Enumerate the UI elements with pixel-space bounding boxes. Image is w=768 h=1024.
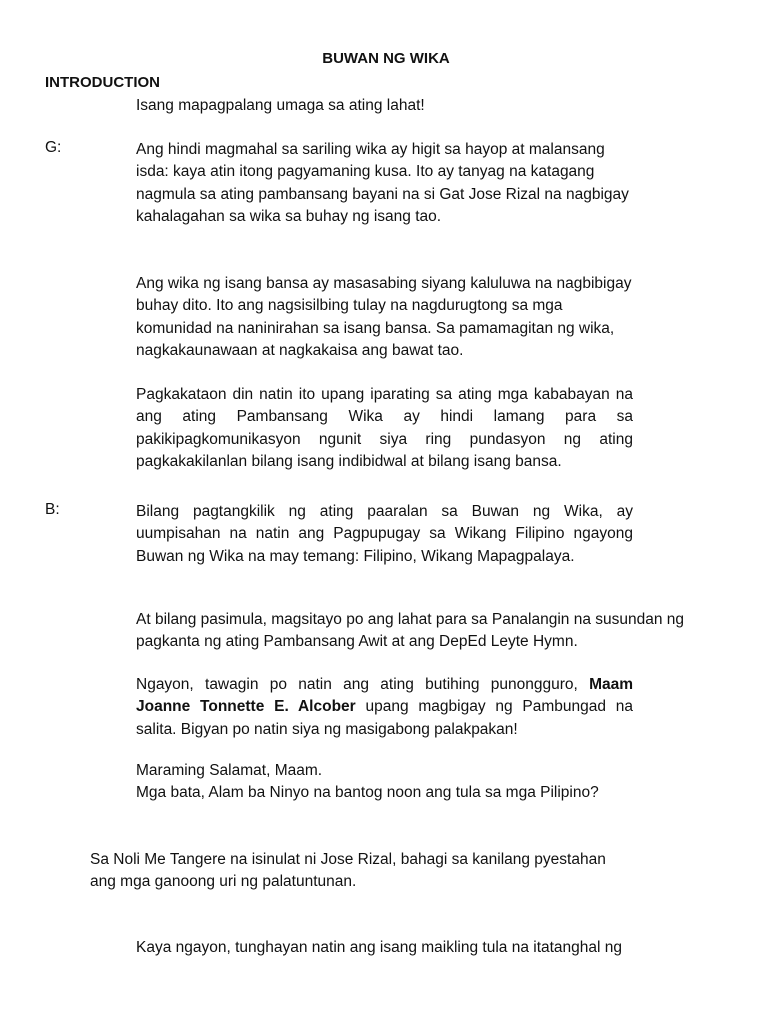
paragraph-punongguro (136, 674, 633, 741)
greeting-text: Isang mapagpalang umaga sa ating lahat! (136, 97, 425, 114)
paragraph-rizal-quote (136, 139, 633, 228)
text-line: Maraming Salamat, Maam. (136, 762, 323, 779)
document-title: BUWAN NG WIKA (322, 50, 450, 67)
text-line: nagmula sa ating pambansang bayani na si Gat Jose Rizal na nagbigay (136, 185, 629, 203)
text-line: isda: kaya atin itong pagyamaning kusa. Ito ay tanyag na katagang (136, 163, 595, 181)
paragraph-salamat (136, 760, 696, 805)
text-line: At bilang pasimula, magsitayo po ang lahat para sa Panalangin na susundan ng (136, 611, 685, 628)
paragraph-panalangin (136, 609, 716, 654)
text-line: kahalagahan sa wika sa buhay ng isang tao. (136, 207, 442, 225)
paragraph-noli-me-tangere (90, 849, 650, 894)
principal-name: Maam Joanne Tonnette E. Alcober (136, 676, 633, 716)
text-line: pagkanta ng ating Pambansang Awit at ang DepEd Leyte Hymn. (136, 633, 578, 651)
text-line: Sa Noli Me Tangere na isinulat ni Jose Rizal, bahagi sa kanilang pyestahan (90, 851, 606, 868)
section-heading: INTRODUCTION (45, 74, 160, 91)
speaker-label-g: G: (45, 139, 62, 156)
paragraph-buwan-ng-wika: Bilang pagtangkilik ng ating paaralan sa Buwan ng Wika, ay uumpisahan na natin ang Pagpupugay sa Wikang Filipino ngayong Buwan ng Wika na may temang: Filipino, Wikang Mapagpalaya. (136, 503, 633, 565)
paragraph-wika-kaluluwa (136, 273, 633, 362)
text-line: Ang hindi magmahal sa sariling wika ay higit sa hayop at malansang (136, 141, 605, 158)
text-run: Ngayon, tawagin po natin ang ating butihing punongguro, (136, 676, 590, 693)
text-line: Ang wika ng isang bansa ay masasabing siyang kaluluwa na nagbibigay (136, 275, 632, 292)
speaker-label-b: B: (45, 501, 60, 518)
text-line: ang mga ganoong uri ng palatuntunan. (90, 873, 357, 891)
text-line: buhay dito. Ito ang nagsisilbing tulay na nagdurugtong sa mga (136, 297, 563, 315)
text-run: upang magbigay ng Pambungad na salita. Bigyan po natin siya ng masigabong palakpakan! (136, 698, 633, 738)
paragraph-tula: Kaya ngayon, tunghayan natin ang isang maikling tula na itatanghal ng (136, 939, 623, 956)
text-line: komunidad na naninirahan sa isang bansa. Sa pamamagitan ng wika, (136, 319, 615, 337)
text-line: nagkakaunawaan at nagkakaisa ang bawat tao. (136, 341, 464, 359)
paragraph-pambansang-wika: Pagkakataon din natin ito upang iparating sa ating mga kababayan na ang ating Pambansang Wika ay hindi lamang para sa pakikipagkomunikasyon ngunit siya ring pundasyon ng ating pagkakakilanlan bilang isang indibidwal at bilang isang bansa. (136, 386, 633, 470)
text-line: Mga bata, Alam ba Ninyo na bantog noon ang tula sa mga Pilipino? (136, 784, 599, 802)
